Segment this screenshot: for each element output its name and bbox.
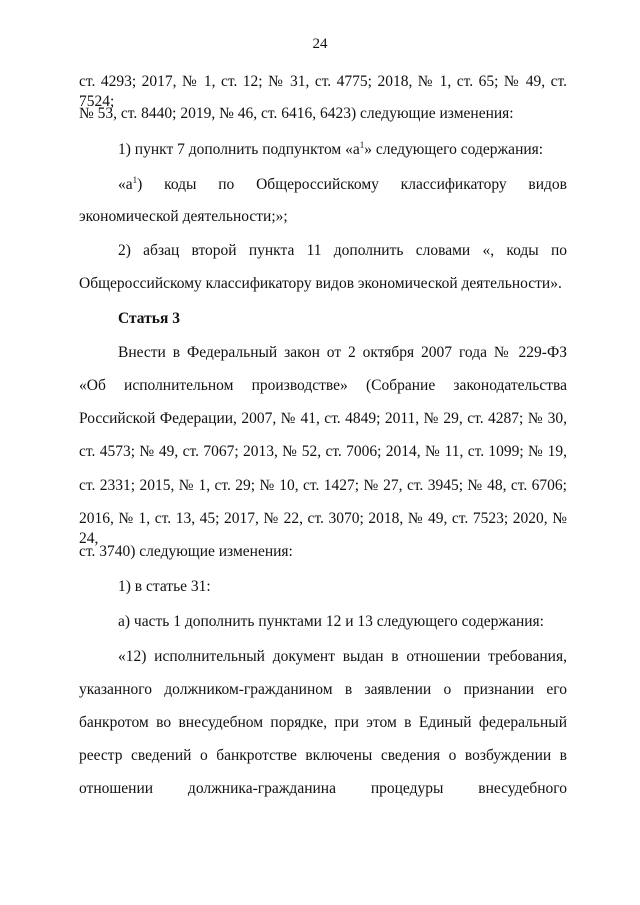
text-line: Общероссийскому классификатору видов экономической деятельности». xyxy=(79,275,562,292)
text-line: «12) исполнительный документ выдан в отношении требования, xyxy=(118,648,567,665)
superscript: 1 xyxy=(132,174,138,185)
text-line: отношении должника-гражданина процедуры внесудебного xyxy=(79,780,567,797)
text-line: ст. 4293; 2017, № 1, ст. 12; № 31, ст. 4775; 2018, № 1, ст. 65; № 49, ст. 7524; xyxy=(79,73,567,110)
text-line: 2016, № 1, ст. 13, 45; 2017, № 22, ст. 3070; 2018, № 49, ст. 7523; 2020, № 24, xyxy=(79,510,567,547)
text-line: указанного должником-гражданином в заявлении о признании его xyxy=(79,681,567,698)
text-line: ст. 3740) следующие изменения: xyxy=(79,543,293,560)
text-line: реестр сведений о банкротстве включены сведения о возбуждении в xyxy=(79,747,567,764)
page-number: 24 xyxy=(312,36,328,52)
text-line: «Об исполнительном производстве» (Собрание законодательства xyxy=(79,377,567,394)
text-line: а) часть 1 дополнить пунктами 12 и 13 следующего содержания: xyxy=(118,613,544,630)
text-fragment: ) коды по Общероссийскому классификатору видов xyxy=(137,176,567,193)
text-line: банкротом во внесудебном порядке, при этом в Единый федеральный xyxy=(79,714,567,731)
article-heading: Статья 3 xyxy=(118,310,180,327)
text-line: Российской Федерации, 2007, № 41, ст. 4849; 2011, № 29, ст. 4287; № 30, xyxy=(79,410,567,427)
text-fragment: 1) пункт 7 дополнить подпунктом «а xyxy=(118,141,360,158)
text-line: экономической деятельности;»; xyxy=(79,208,288,225)
text-line xyxy=(118,140,567,160)
text-line xyxy=(118,175,567,195)
text-line: ст. 2331; 2015, № 1, ст. 29; № 10, ст. 1427; № 27, ст. 3945; № 48, ст. 6706; xyxy=(79,477,567,494)
text-fragment: » следующего содержания: xyxy=(364,141,544,158)
superscript: 1 xyxy=(359,139,365,150)
text-line: 1) в статье 31: xyxy=(118,578,211,595)
text-line: ст. 4573; № 49, ст. 7067; 2013, № 52, ст. 7006; 2014, № 11, ст. 1099; № 19, xyxy=(79,443,567,460)
text-line: 2) абзац второй пункта 11 дополнить словами «, коды по xyxy=(118,242,567,259)
text-line: № 53, ст. 8440; 2019, № 46, ст. 6416, 6423) следующие изменения: xyxy=(79,105,514,122)
text-fragment: «а xyxy=(118,176,133,193)
text-line: Внести в Федеральный закон от 2 октября 2007 года № 229-ФЗ xyxy=(118,344,567,361)
